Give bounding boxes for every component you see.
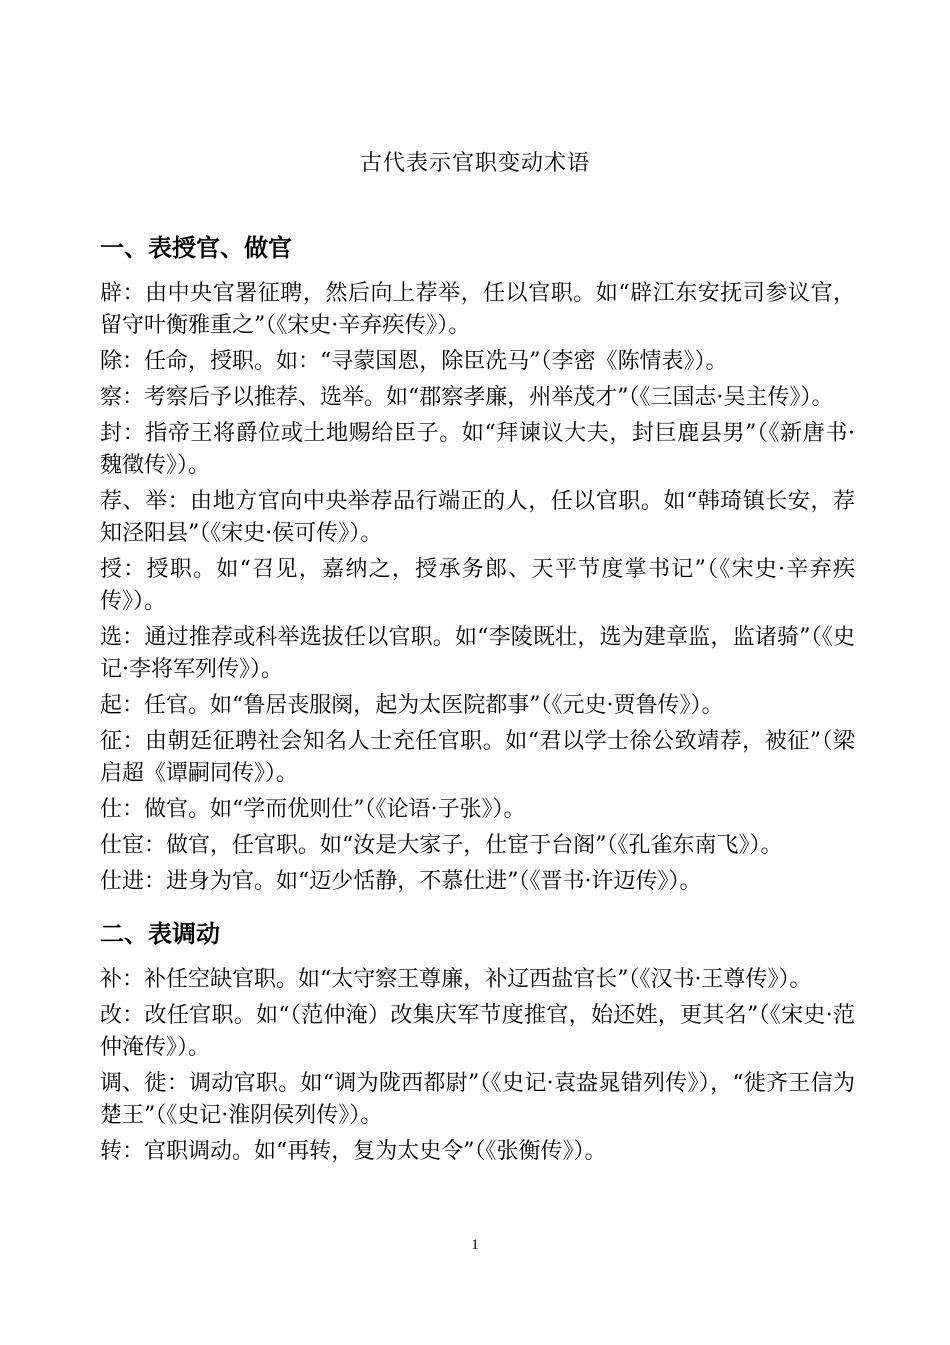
page-number: 1 <box>471 1237 479 1253</box>
term-entry: 荐、举：由地方官向中央举荐品行端正的人，任以官职。如“韩琦镇长安，荐知泾阳县”（《宋史·侯可传》）。 <box>100 489 855 546</box>
term-entry: 补：补任空缺官职。如“太守察王尊廉，补辽西盐官长”（《汉书·王尊传》）。 <box>100 967 812 992</box>
document-body <box>100 230 855 1172</box>
term-entry: 授：授职。如“召见，嘉纳之，授承务郎、天平节度掌书记”（《宋史·辛弃疾传》）。 <box>100 557 855 614</box>
term-entry: 征：由朝廷征聘社会知名人士充任官职。如“君以学士徐公致靖荐，被征”（梁启超《谭嗣同传》）。 <box>100 729 855 786</box>
term-entry: 仕：做官。如“学而优则仕”（《论语·子张》）。 <box>100 797 526 822</box>
term-entry: 转：官职调动。如“再转，复为太史令”（《张衡传》）。 <box>100 1139 607 1164</box>
term-entry: 选：通过推荐或科举选拔任以官职。如“李陵既壮，选为建章监，监诸骑”（《史记·李将军列传》）。 <box>100 625 855 682</box>
section-appointment <box>100 230 855 898</box>
section-transfer <box>100 916 855 1168</box>
section-heading: 一、表授官、做官 <box>100 234 292 262</box>
term-entry: 调、徙：调动官职。如“调为陇西都尉”（《史记·袁盎晁错列传》），“徙齐王信为楚王”（《史记·淮阴侯列传》）。 <box>100 1071 855 1128</box>
term-entry: 除：任命，授职。如：“寻蒙国恩，除臣冼马”（李密《陈情表》）。 <box>100 349 728 374</box>
term-entry: 起：任官。如“鲁居丧服阕，起为太医院都事”（《元史·贾鲁传》）。 <box>100 693 724 718</box>
term-entry: 察：考察后予以推荐、选举。如“郡察孝廉，州举茂才”（《三国志·吴主传》）。 <box>100 385 834 410</box>
term-entry: 仕进：进身为官。如“迈少恬静，不慕仕进”（《晋书·许迈传》）。 <box>100 869 702 894</box>
term-entry: 封：指帝王将爵位或土地赐给臣子。如“拜谏议大夫，封巨鹿县男”（《新唐书·魏徵传》）。 <box>100 421 855 478</box>
term-entry: 改：改任官职。如“（范仲淹）改集庆军节度推官，始还姓，更其名”（《宋史·范仲淹传》）。 <box>100 1003 855 1060</box>
section-heading: 二、表调动 <box>100 920 220 948</box>
term-entry: 辟：由中央官署征聘，然后向上荐举，任以官职。如“辟江东安抚司参议官，留守叶衡雅重之”（《宋史·辛弃疾传》）。 <box>100 281 855 338</box>
term-entry: 仕宦：做官，任官职。如“汝是大家子，仕宦于台阁”（《孔雀东南飞》）。 <box>100 833 783 858</box>
document-title: 古代表示官职变动术语 <box>359 151 590 176</box>
